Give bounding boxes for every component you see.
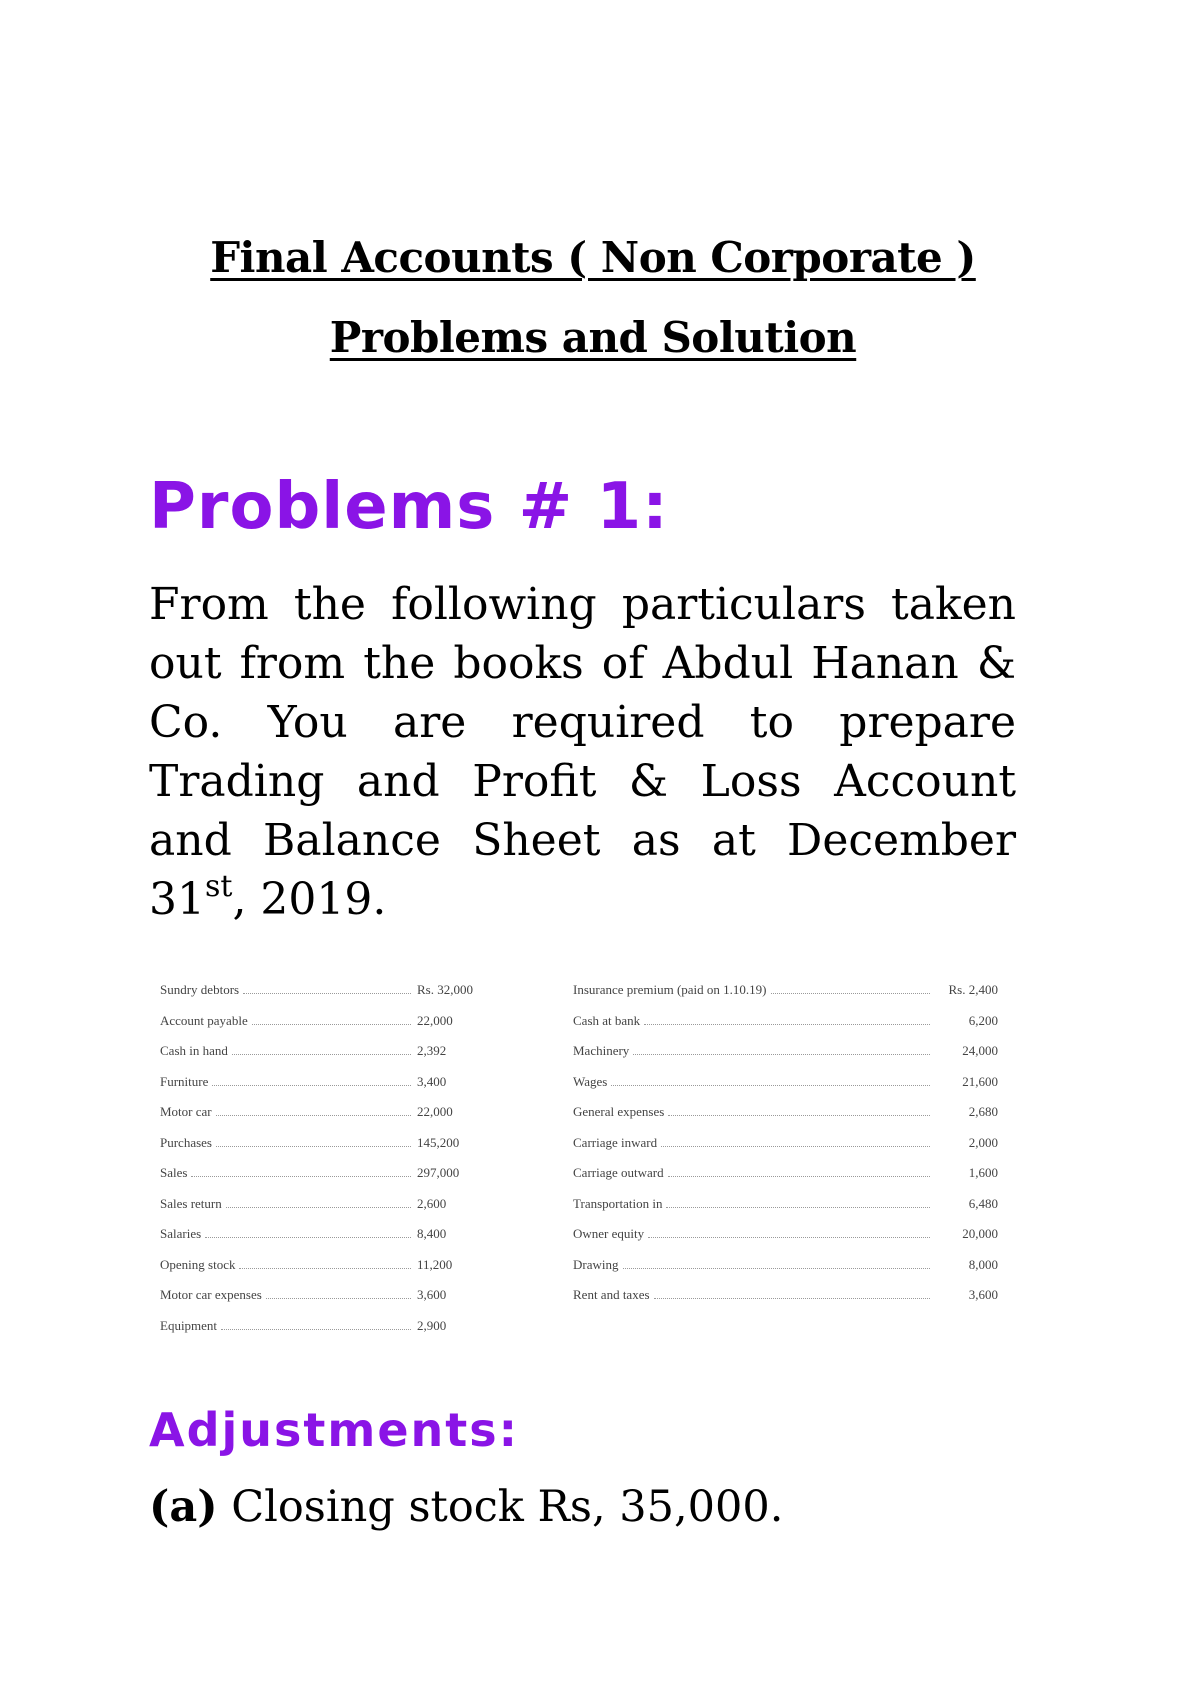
ledger-amount: 2,600: [417, 1195, 447, 1211]
ledger-left-column: [160, 982, 495, 1348]
ledger-row: [160, 1257, 495, 1288]
leader-dots: [191, 1176, 411, 1177]
ledger-row: [160, 1043, 495, 1074]
leader-dots: [623, 1268, 931, 1269]
ledger-label: Carriage outward: [573, 1165, 664, 1180]
ledger-label: Account payable: [160, 1012, 248, 1028]
ledger-row: [160, 1013, 495, 1044]
ledger-row: [160, 1226, 495, 1257]
ledger-row: [573, 1135, 998, 1166]
leader-dots: [648, 1237, 930, 1238]
ledger-label: Drawing: [573, 1256, 619, 1272]
ledger-row: [573, 1165, 998, 1196]
ledger-amount: 8,400: [417, 1226, 447, 1241]
ledger-amount: Rs. 32,000: [417, 982, 473, 997]
ledger-row: [160, 1135, 495, 1166]
ledger-row: [573, 1196, 998, 1227]
ledger-amount: 22,000: [417, 1012, 453, 1028]
ledger-amount: 3,400: [417, 1073, 447, 1089]
ledger-label: Sales return: [160, 1195, 222, 1211]
document-subtitle: Problems and Solution: [329, 313, 857, 362]
ledger-amount: 24,000: [962, 1043, 998, 1058]
ledger-label: Transportation in: [573, 1195, 663, 1211]
ledger-label: Equipment: [160, 1317, 218, 1333]
ledger-amount: 2,392: [417, 1043, 447, 1058]
ledger-row: [573, 982, 998, 1013]
ledger-amount: 22,000: [417, 1104, 453, 1119]
leader-dots: [239, 1268, 411, 1269]
ledger-row: [160, 1074, 495, 1105]
ledger-row: [573, 1287, 998, 1318]
leader-dots: [243, 993, 411, 994]
ledger-label: Motor car: [160, 1104, 212, 1119]
leader-dots: [771, 993, 930, 994]
leader-dots: [216, 1146, 411, 1147]
ledger-label: Furniture: [160, 1073, 209, 1089]
leader-dots: [221, 1329, 411, 1330]
ledger-label: Cash at bank: [573, 1012, 641, 1028]
ledger-amount: 2,900: [417, 1317, 447, 1333]
ledger-amount: 21,600: [962, 1073, 998, 1089]
ledger-row: [573, 1013, 998, 1044]
problem-statement: [149, 575, 1016, 929]
adjustment-item-label: (a): [149, 1482, 218, 1532]
ordinal-suffix: st: [205, 869, 233, 904]
leader-dots: [266, 1298, 411, 1299]
ledger-row: [160, 1104, 495, 1135]
ledger-amount: 3,600: [417, 1287, 447, 1302]
leader-dots: [666, 1207, 930, 1208]
leader-dots: [212, 1085, 411, 1086]
leader-dots: [232, 1054, 411, 1055]
ledger-amount: 3,600: [968, 1287, 998, 1302]
document-title: Final Accounts ( Non Corporate ): [210, 233, 976, 282]
ledger-row: [160, 1287, 495, 1318]
ledger-amount: 20,000: [962, 1226, 998, 1241]
leader-dots: [205, 1237, 411, 1238]
ledger-amount: 1,600: [968, 1165, 998, 1180]
ledger-label: Owner equity: [573, 1226, 645, 1241]
leader-dots: [644, 1024, 930, 1025]
ledger-amount: 8,000: [968, 1256, 998, 1272]
leader-dots: [252, 1024, 411, 1025]
adjustments-heading: Adjustments:: [149, 1403, 520, 1457]
leader-dots: [216, 1115, 411, 1116]
ledger-row: [573, 1257, 998, 1288]
ledger-amount: 297,000: [417, 1165, 460, 1180]
ledger-amount: 11,200: [417, 1256, 453, 1272]
ledger-row: [160, 1196, 495, 1227]
ledger-label: Insurance premium (paid on 1.10.19): [573, 982, 767, 997]
ledger-label: Opening stock: [160, 1256, 236, 1272]
ledger-right-column: [573, 982, 998, 1318]
problem-heading: Problems # 1:: [149, 470, 669, 544]
ledger-amount: 2,680: [968, 1104, 998, 1119]
leader-dots: [661, 1146, 930, 1147]
leader-dots: [611, 1085, 930, 1086]
ledger-row: [573, 1104, 998, 1135]
adjustment-item: [149, 1482, 783, 1532]
leader-dots: [668, 1115, 930, 1116]
ledger-label: General expenses: [573, 1104, 665, 1119]
ledger-label: Rent and taxes: [573, 1287, 650, 1302]
ledger-label: Sales: [160, 1165, 188, 1180]
leader-dots: [633, 1054, 930, 1055]
ledger-label: Sundry debtors: [160, 982, 240, 997]
ledger-label: Wages: [573, 1073, 608, 1089]
ledger-label: Machinery: [573, 1043, 630, 1058]
problem-statement-end: , 2019.: [232, 874, 387, 925]
ledger-row: [160, 1165, 495, 1196]
problem-statement-text: From the following particulars taken out from the books of Abdul Hanan & Co. You are required to prepare Trading and Profit & Loss Account and Balance Sheet as at December 31: [149, 579, 1016, 925]
ledger-amount: 145,200: [417, 1134, 460, 1150]
ledger-label: Salaries: [160, 1226, 202, 1241]
leader-dots: [654, 1298, 930, 1299]
leader-dots: [668, 1176, 930, 1177]
ledger-row: [573, 1074, 998, 1105]
ledger-amount: 6,480: [968, 1195, 998, 1211]
ledger-row: [573, 1226, 998, 1257]
ledger-amount: Rs. 2,400: [948, 982, 998, 997]
ledger-label: Motor car expenses: [160, 1287, 262, 1302]
ledger-row: [160, 1318, 495, 1349]
ledger-amount: 6,200: [968, 1012, 998, 1028]
ledger-row: [573, 1043, 998, 1074]
ledger-label: Cash in hand: [160, 1043, 228, 1058]
ledger-row: [160, 982, 495, 1013]
adjustment-item-text: Closing stock Rs, 35,000.: [217, 1482, 784, 1532]
ledger-label: Purchases: [160, 1134, 212, 1150]
leader-dots: [226, 1207, 411, 1208]
ledger-label: Carriage inward: [573, 1134, 658, 1150]
ledger-amount: 2,000: [968, 1134, 998, 1150]
